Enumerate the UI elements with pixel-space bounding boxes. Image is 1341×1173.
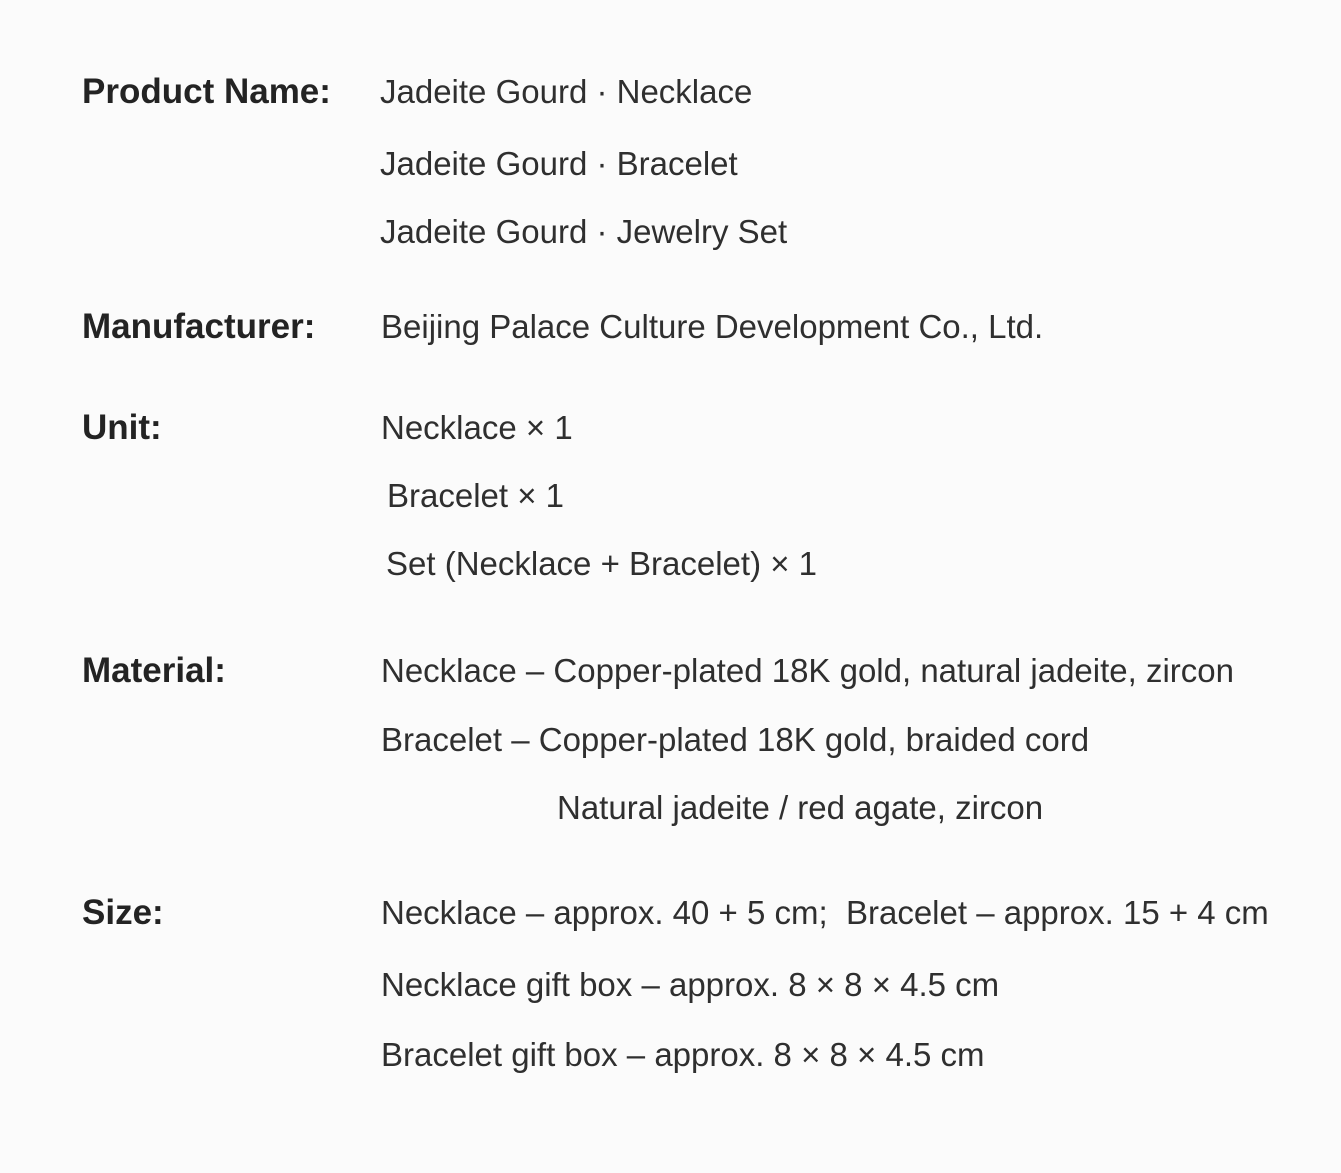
manufacturer-label: Manufacturer: xyxy=(82,307,316,346)
size-value: Bracelet gift box – approx. 8 × 8 × 4.5 cm xyxy=(381,1036,985,1073)
size-value: Necklace gift box – approx. 8 × 8 × 4.5 cm xyxy=(381,966,1000,1003)
material-value: Necklace – Copper-plated 18K gold, natural jadeite, zircon xyxy=(381,652,1235,689)
manufacturer-value: Beijing Palace Culture Development Co., Ltd. xyxy=(381,308,1044,345)
product-name-value: Jadeite Gourd · Necklace xyxy=(380,73,753,110)
unit-value: Bracelet × 1 xyxy=(387,477,565,514)
unit-value: Set (Necklace + Bracelet) × 1 xyxy=(386,545,818,582)
unit-value: Necklace × 1 xyxy=(381,409,573,446)
size-label: Size: xyxy=(82,893,164,932)
unit-label: Unit: xyxy=(82,408,162,447)
material-label: Material: xyxy=(82,651,226,690)
product-name-value: Jadeite Gourd · Bracelet xyxy=(380,145,738,182)
product-name-value: Jadeite Gourd · Jewelry Set xyxy=(380,213,788,250)
product-name-label: Product Name: xyxy=(82,72,331,111)
size-value: Necklace – approx. 40 + 5 cm; Bracelet – approx. 15 + 4 cm xyxy=(381,894,1269,931)
material-value: Natural jadeite / red agate, zircon xyxy=(557,789,1044,826)
material-value: Bracelet – Copper-plated 18K gold, braided cord xyxy=(381,721,1090,758)
